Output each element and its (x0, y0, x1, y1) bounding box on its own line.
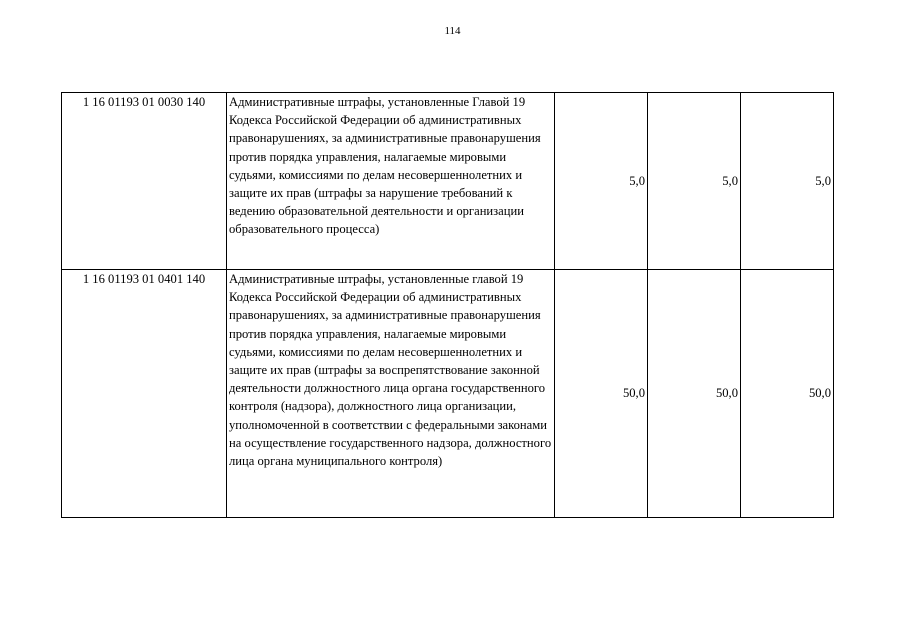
amount-year-3: 50,0 (741, 270, 834, 518)
budget-table (61, 92, 834, 518)
amount-year-2: 5,0 (648, 93, 741, 270)
amount-year-1: 5,0 (555, 93, 648, 270)
budget-classification-code: 1 16 01193 01 0401 140 (62, 270, 227, 518)
amount-year-3: 5,0 (741, 93, 834, 270)
revenue-description: Административные штрафы, установленные Главой 19 Кодекса Российской Федерации об административных правонарушениях, за административные правонарушения против порядка управления, налагаемые мировыми судьями, комиссиями по делам несовершеннолетних и защите их прав (штрафы за нарушение требований к ведению образовательной деятельности и организации образовательного процесса) (227, 93, 555, 270)
amount-year-2: 50,0 (648, 270, 741, 518)
page-number: 114 (444, 25, 461, 37)
table-row (62, 93, 834, 270)
amount-year-1: 50,0 (555, 270, 648, 518)
table-row (62, 270, 834, 518)
budget-classification-code: 1 16 01193 01 0030 140 (62, 93, 227, 270)
revenue-description: Административные штрафы, установленные главой 19 Кодекса Российской Федерации об административных правонарушениях, за административные правонарушения против порядка управления, налагаемые мировыми судьями, комиссиями по делам несовершеннолетних и защите их прав (штрафы за воспрепятствование законной деятельности должностного лица органа государственного контроля (надзора), должностного лица организации, уполномоченной в соответствии с федеральными законами на осуществление государственного надзора, должностного лица органа муниципального контроля) (227, 270, 555, 518)
